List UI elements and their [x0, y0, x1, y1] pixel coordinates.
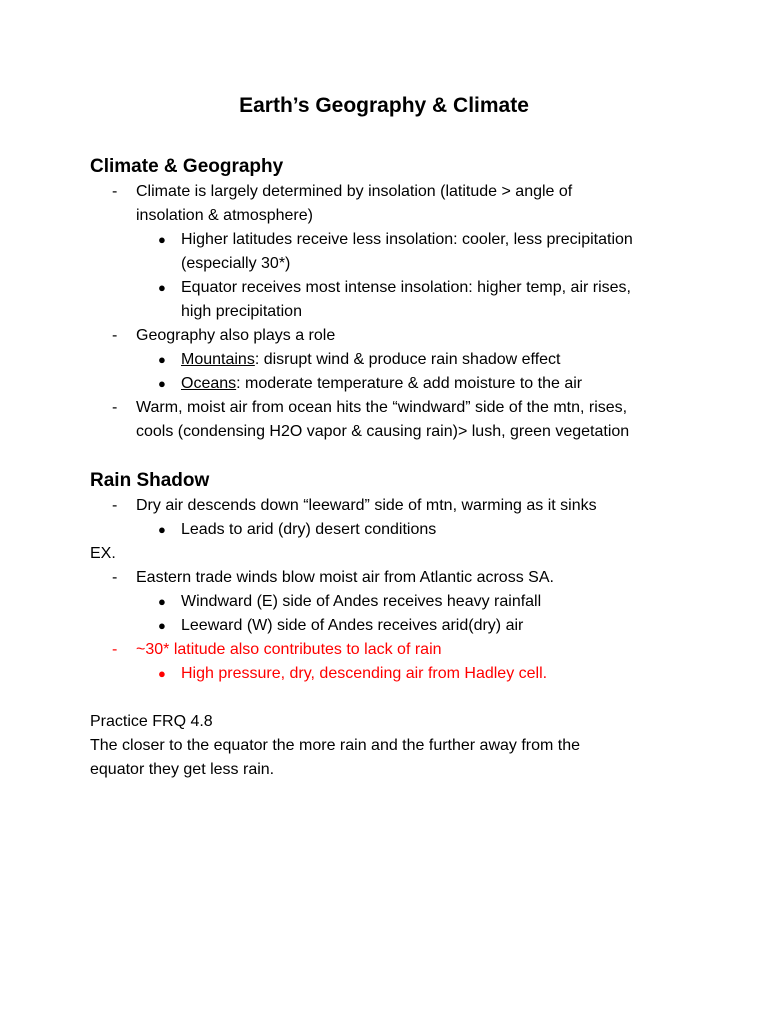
dash-marker: -	[112, 399, 118, 416]
practice-label: Practice FRQ 4.8	[90, 713, 213, 730]
sub-list-item-text: Leads to arid (dry) desert conditions	[181, 521, 437, 538]
term-description: : disrupt wind & produce rain shadow effect	[254, 351, 561, 368]
sub-list-item-text: Higher latitudes receive less insolation: cooler, less precipitation	[181, 231, 633, 248]
bullet-marker-red: ●	[158, 666, 166, 681]
list-item-text: insolation & atmosphere)	[136, 207, 313, 224]
term-mountains: Mountains	[181, 351, 255, 368]
example-label: EX.	[90, 545, 116, 562]
sub-list-item-text: Leeward (W) side of Andes receives arid(dry) air	[181, 617, 524, 634]
sub-list-item-text-highlighted: High pressure, dry, descending air from Hadley cell.	[181, 665, 548, 682]
document-title: Earth’s Geography & Climate	[239, 94, 529, 117]
section-heading-rain-shadow: Rain Shadow	[90, 470, 210, 491]
dash-marker: -	[112, 183, 118, 200]
sub-list-item-text: Equator receives most intense insolation: higher temp, air rises,	[181, 279, 631, 296]
bullet-marker: ●	[158, 352, 166, 367]
list-item-text: Dry air descends down “leeward” side of mtn, warming as it sinks	[136, 497, 597, 514]
sub-list-item-text	[181, 372, 582, 396]
dash-marker-red: -	[112, 641, 118, 658]
term-description: : moderate temperature & add moisture to the air	[236, 375, 583, 392]
sub-list-item-text	[181, 348, 560, 372]
bullet-marker: ●	[158, 232, 166, 247]
sub-list-item-text: high precipitation	[181, 303, 302, 320]
list-item-text: Warm, moist air from ocean hits the “windward” side of the mtn, rises,	[136, 399, 628, 416]
practice-answer-text: equator they get less rain.	[90, 761, 275, 778]
bullet-marker: ●	[158, 522, 166, 537]
dash-marker: -	[112, 569, 118, 586]
bullet-marker: ●	[158, 376, 166, 391]
list-item-text: Eastern trade winds blow moist air from Atlantic across SA.	[136, 569, 554, 586]
sub-list-item-text: (especially 30*)	[181, 255, 291, 272]
term-oceans: Oceans	[181, 375, 237, 392]
bullet-marker: ●	[158, 280, 166, 295]
list-item-text-highlighted: ~30* latitude also contributes to lack of rain	[136, 641, 442, 658]
dash-marker: -	[112, 327, 118, 344]
list-item-text: cools (condensing H2O vapor & causing rain)> lush, green vegetation	[136, 423, 630, 440]
section-heading-climate-geography: Climate & Geography	[90, 156, 284, 177]
bullet-marker: ●	[158, 594, 166, 609]
list-item-text: Climate is largely determined by insolation (latitude > angle of	[136, 183, 573, 200]
list-item-text: Geography also plays a role	[136, 327, 336, 344]
practice-answer-text: The closer to the equator the more rain and the further away from the	[90, 737, 581, 754]
dash-marker: -	[112, 497, 118, 514]
sub-list-item-text: Windward (E) side of Andes receives heavy rainfall	[181, 593, 542, 610]
bullet-marker: ●	[158, 618, 166, 633]
